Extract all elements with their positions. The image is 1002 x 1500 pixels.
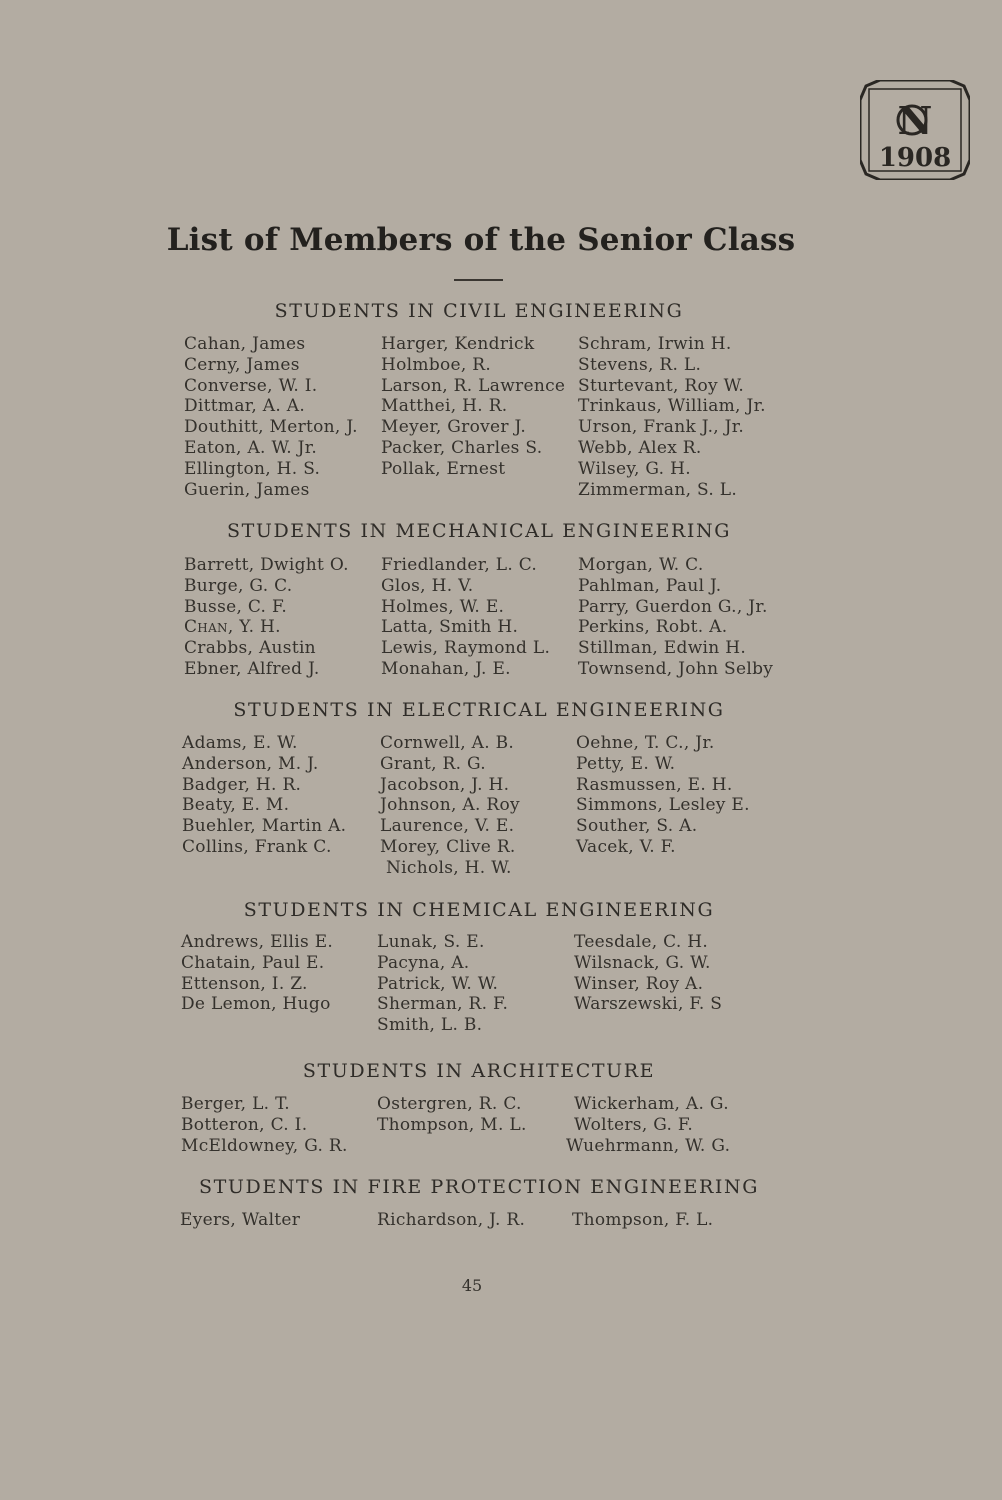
list-item: Barrett, Dwight O.	[184, 555, 349, 575]
list-item: Friedlander, L. C.	[381, 555, 538, 575]
list-item: Townsend, John Selby	[578, 658, 774, 679]
list-item: Pahlman, Paul J.	[578, 575, 722, 596]
logo-year: 1908	[878, 143, 952, 173]
list-item: Zimmerman, S. L.	[578, 479, 738, 500]
list-item: Laurence, V. E.	[380, 816, 515, 837]
list-item: Burge, G. C.	[184, 575, 293, 596]
list-item: Berger, L. T.	[181, 1094, 290, 1114]
list-item: Stillman, Edwin H.	[578, 638, 747, 659]
list-item: Harger, Kendrick	[381, 334, 535, 354]
list-item: Packer, Charles S.	[381, 437, 543, 458]
electrical-column-2	[380, 733, 520, 879]
list-item: Parry, Guerdon G., Jr.	[578, 596, 768, 617]
list-item: Sturtevant, Roy W.	[578, 375, 745, 396]
list-item: Souther, S. A.	[576, 816, 698, 837]
heading-chemical: STUDENTS IN CHEMICAL ENGINEERING	[243, 899, 715, 921]
list-item: Winser, Roy A.	[574, 973, 704, 994]
electrical-column-1	[182, 733, 346, 858]
list-item: Stevens, R. L.	[578, 354, 702, 375]
year-monogram-icon	[860, 80, 970, 180]
mechanical-column-1	[184, 555, 349, 680]
list-item: Wilsnack, G. W.	[574, 952, 711, 973]
list-item: Eyers, Walter	[180, 1210, 301, 1230]
list-item: Oehne, T. C., Jr.	[576, 733, 715, 753]
list-item: Thompson, M. L.	[377, 1114, 527, 1135]
list-item: Collins, Frank C.	[182, 836, 332, 857]
heading-civil: STUDENTS IN CIVIL ENGINEERING	[274, 300, 684, 322]
list-item: Morgan, W. C.	[578, 555, 704, 575]
chemical-column-1	[181, 932, 333, 1015]
list-item: De Lemon, Hugo	[181, 994, 331, 1015]
list-item: Ellington, H. S.	[184, 458, 321, 479]
list-item: Eaton, A. W. Jr.	[184, 437, 318, 458]
list-item: Wuehrmann, W. G.	[566, 1135, 731, 1156]
list-item: Wilsey, G. H.	[578, 458, 691, 479]
architecture-column-2	[377, 1094, 527, 1136]
heading-mechanical: STUDENTS IN MECHANICAL ENGINEERING	[226, 520, 732, 542]
list-item: Petty, E. W.	[576, 753, 676, 774]
list-item: Jacobson, J. H.	[380, 774, 510, 795]
list-item: Perkins, Robt. A.	[578, 617, 728, 638]
list-item: Botteron, C. I.	[181, 1114, 308, 1135]
civil-column-2	[381, 334, 565, 480]
svg-text:N: N	[897, 98, 933, 143]
list-item: Busse, C. F.	[184, 596, 288, 617]
list-item: Dittmar, A. A.	[184, 396, 306, 417]
list-item: Cahan, James	[184, 334, 306, 354]
list-item: Ettenson, I. Z.	[181, 973, 308, 994]
list-item: Wickerham, A. G.	[574, 1094, 729, 1114]
list-item: Thompson, F. L.	[572, 1210, 714, 1230]
list-item: Richardson, J. R.	[377, 1210, 526, 1230]
mechanical-column-3	[578, 555, 773, 680]
list-item: Patrick, W. W.	[377, 973, 499, 994]
list-item: Warszewski, F. S	[574, 994, 723, 1015]
page-number: 45	[461, 1276, 483, 1295]
list-item: Teesdale, C. H.	[574, 932, 709, 952]
list-item: Holmes, W. E.	[381, 596, 505, 617]
list-item: Simmons, Lesley E.	[576, 795, 750, 816]
list-item: Trinkaus, William, Jr.	[578, 396, 766, 417]
list-item: Douthitt, Merton, J.	[184, 417, 358, 438]
list-item: Nichols, H. W.	[386, 857, 512, 878]
heading-fire-protection: STUDENTS IN FIRE PROTECTION ENGINEERING	[199, 1176, 759, 1198]
list-item: Lewis, Raymond L.	[381, 638, 551, 659]
list-item: Pacyna, A.	[377, 952, 470, 973]
list-item: Andrews, Ellis E.	[181, 932, 334, 952]
list-item: Guerin, James	[184, 479, 310, 500]
list-item: Cerny, James	[184, 354, 300, 375]
list-item: Meyer, Grover J.	[381, 417, 527, 438]
electrical-column-3	[576, 733, 750, 858]
list-item: Crabbs, Austin	[184, 638, 316, 659]
list-item: Cornwell, A. B.	[380, 733, 515, 753]
list-item: Pollak, Ernest	[381, 458, 506, 479]
list-item: Adams, E. W.	[182, 733, 298, 753]
list-item: Morey, Clive R.	[380, 836, 516, 857]
fire-protection-column-2	[377, 1210, 525, 1231]
list-item: Latta, Smith H.	[381, 617, 519, 638]
fire-protection-column-3	[572, 1210, 713, 1231]
list-item: Wolters, G. F.	[574, 1114, 694, 1135]
list-item: Urson, Frank J., Jr.	[578, 417, 745, 438]
list-item: Holmboe, R.	[381, 354, 492, 375]
list-item: Anderson, M. J.	[182, 753, 319, 774]
architecture-column-3	[566, 1094, 731, 1156]
list-item: Smith, L. B.	[377, 1015, 483, 1036]
civil-column-3	[578, 334, 766, 500]
list-item: Rasmussen, E. H.	[576, 774, 733, 795]
list-item: Webb, Alex R.	[578, 437, 702, 458]
mechanical-column-2	[381, 555, 550, 680]
list-item: Ebner, Alfred J.	[184, 658, 320, 679]
list-item: Lunak, S. E.	[377, 932, 485, 952]
list-item: Beaty, E. M.	[182, 795, 290, 816]
title-divider	[454, 279, 503, 281]
chemical-column-2	[377, 932, 508, 1036]
list-item: Sherman, R. F.	[377, 994, 509, 1015]
heading-architecture: STUDENTS IN ARCHITECTURE	[302, 1060, 656, 1082]
list-item: Schram, Irwin H.	[578, 334, 732, 354]
chemical-column-3	[574, 932, 722, 1015]
architecture-column-1	[181, 1094, 348, 1156]
list-item: Johnson, A. Roy	[380, 795, 520, 816]
list-item: Chan, Y. H.	[184, 617, 281, 638]
list-item: McEldowney, G. R.	[181, 1135, 348, 1156]
list-item: Converse, W. I.	[184, 375, 318, 396]
page-title: List of Members of the Senior Class	[166, 222, 796, 258]
list-item: Glos, H. V.	[381, 575, 474, 596]
heading-electrical: STUDENTS IN ELECTRICAL ENGINEERING	[233, 699, 725, 721]
list-item: Matthei, H. R.	[381, 396, 508, 417]
fire-protection-column-1	[180, 1210, 300, 1231]
list-item: Badger, H. R.	[182, 774, 302, 795]
list-item: Buehler, Martin A.	[182, 816, 347, 837]
list-item: Vacek, V. F.	[576, 836, 676, 857]
civil-column-1	[184, 334, 358, 500]
list-item: Chatain, Paul E.	[181, 952, 325, 973]
list-item: Larson, R. Lawrence	[381, 375, 566, 396]
list-item: Grant, R. G.	[380, 753, 487, 774]
list-item: Ostergren, R. C.	[377, 1094, 522, 1114]
list-item: Monahan, J. E.	[381, 658, 511, 679]
